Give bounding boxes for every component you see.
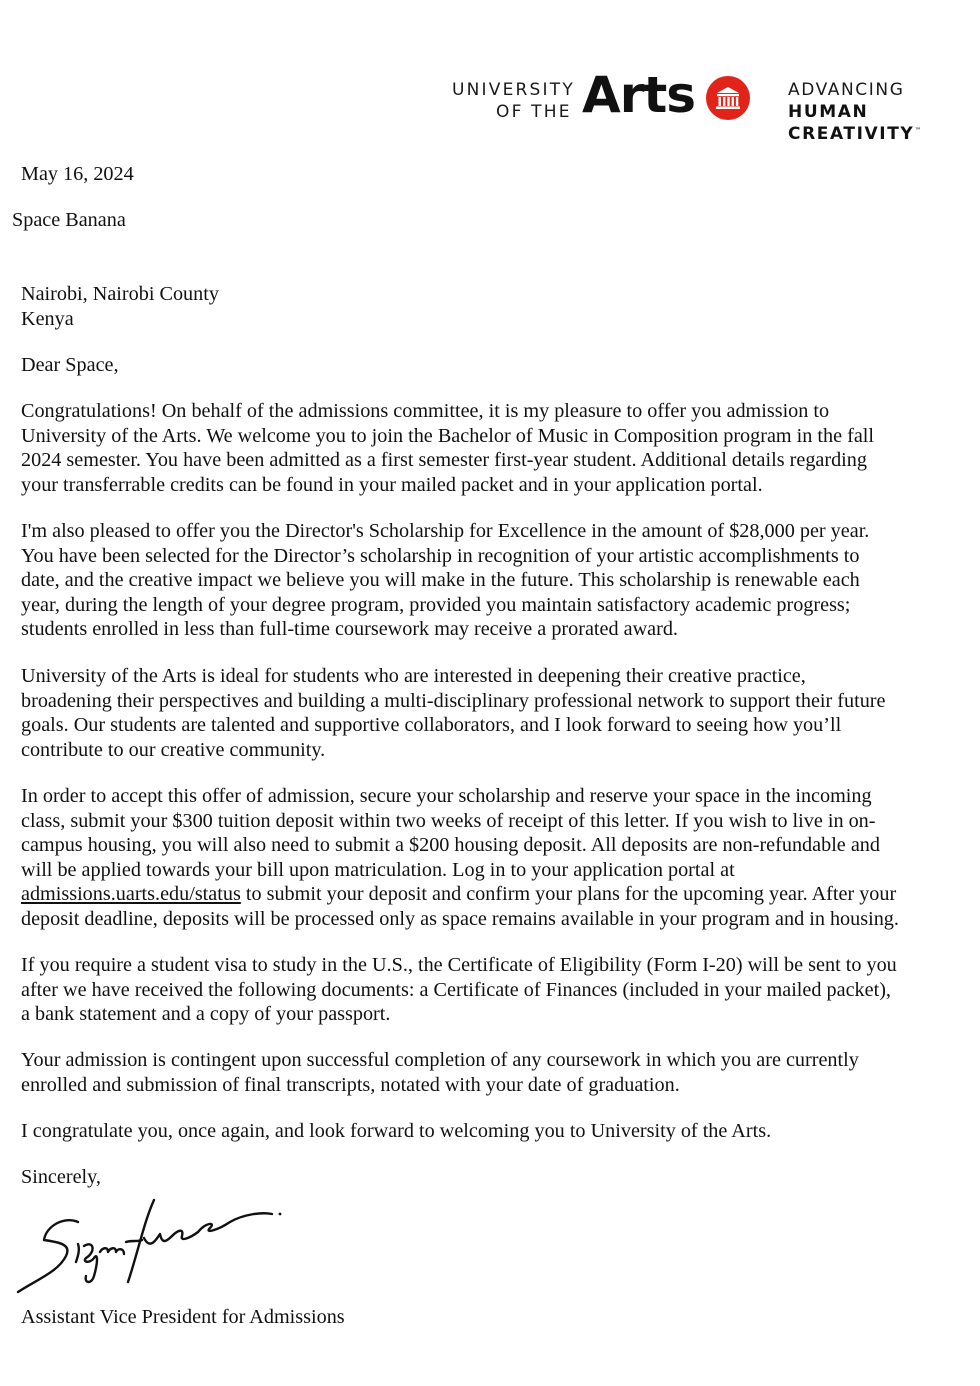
handwritten-signature [14, 1192, 284, 1302]
paragraph-line: contribute to our creative community. [21, 738, 326, 761]
logo-tagline-human: HUMAN [788, 102, 869, 122]
paragraph-deposit-instructions [21, 784, 957, 932]
university-logo [452, 66, 932, 146]
building-seal-icon [706, 76, 750, 120]
paragraph-line: You have been selected for the Director’s scholarship in recognition of your artistic accomplishments to [21, 544, 860, 567]
logo-university-text: UNIVERSITY [452, 80, 575, 100]
paragraph-line: your transferrable credits can be found in your mailed packet and in your application portal. [21, 473, 763, 496]
paragraph-student-visa [21, 953, 957, 1027]
paragraph-line: I'm also pleased to offer you the Director's Scholarship for Excellence in the amount of $28,000 per year. [21, 520, 870, 542]
paragraph-line: If you require a student visa to study in the U.S., the Certificate of Eligibility (Form I-20) will be sent to you [21, 954, 897, 976]
paragraph-line: Congratulations! On behalf of the admissions committee, it is my pleasure to offer you admission to [21, 400, 830, 422]
paragraph-line: after we have received the following documents: a Certificate of Finances (included in your mailed packet), [21, 978, 891, 1001]
logo-tagline-advancing: ADVANCING [788, 80, 905, 100]
paragraph-line: class, submit your $300 tuition deposit within two weeks of receipt of this letter. If you wish to live in on- [21, 809, 876, 832]
paragraph-line: campus housing, you will also need to submit a $200 housing deposit. All deposits are non-refundable and [21, 834, 880, 857]
salutation [21, 353, 119, 378]
recipient-last-name: Banana [65, 209, 126, 231]
letter-date: May 16, 2024 [21, 163, 134, 185]
logo-of-the-text: OF THE [496, 102, 572, 122]
paragraph-line: admissions.uarts.edu/status to submit your deposit and confirm your plans for the upcoming year. After your [21, 883, 897, 906]
paragraph-line: University of the Arts is ideal for students who are interested in deepening their creative practice, [21, 665, 806, 687]
recipient-first-name: Space [12, 209, 61, 231]
signer-title: Assistant Vice President for Admissions [21, 1306, 345, 1328]
paragraph-line: enrolled and submission of final transcripts, notated with your date of graduation. [21, 1073, 680, 1096]
paragraph-line: In order to accept this offer of admission, secure your scholarship and reserve your space in the incoming [21, 785, 872, 807]
logo-tagline-creativity: CREATIVITY™ [788, 124, 923, 144]
paragraph-line: date, and the creative impact we believe you will make in the future. This scholarship is renewable each [21, 569, 860, 592]
paragraph-congratulate: I congratulate you, once again, and look forward to welcoming you to University of the Arts. [21, 1120, 772, 1142]
recipient-city: Nairobi, Nairobi County [21, 283, 219, 305]
paragraph-line: Your admission is contingent upon successful completion of any coursework in which you are currently [21, 1049, 859, 1071]
paragraph-about-university [21, 664, 957, 762]
paragraph-scholarship [21, 519, 957, 642]
paragraph-line: goals. Our students are talented and supportive collaborators, and I look forward to seeing how you’ll [21, 714, 842, 737]
paragraph-line: deposit deadline, deposits will be processed only as space remains available in your program and in housing. [21, 907, 899, 930]
paragraph-line: University of the Arts. We welcome you to join the Bachelor of Music in Composition program in the fall [21, 424, 875, 447]
recipient-country: Kenya [21, 308, 74, 330]
paragraph-line: 2024 semester. You have been admitted as a first semester first-year student. Additional details regarding [21, 449, 867, 472]
application-portal-link[interactable]: admissions.uarts.edu/status [21, 883, 241, 906]
paragraph-line: broadening their perspectives and building a multi-disciplinary professional network to support their future [21, 689, 886, 712]
salutation-name: Space, [65, 354, 119, 376]
recipient-name [12, 208, 126, 233]
paragraph-line: year, during the length of your degree program, provided you maintain satisfactory academic progress; [21, 593, 851, 616]
logo-arts-wordmark: Arts [582, 66, 696, 124]
paragraph-line: a bank statement and a copy of your passport. [21, 1003, 391, 1026]
paragraph-contingency [21, 1048, 957, 1097]
salutation-prefix: Dear [21, 354, 61, 376]
paragraph-line: will be applied towards your bill upon matriculation. Log in to your application portal at [21, 858, 735, 881]
closing: Sincerely, [21, 1166, 101, 1188]
paragraph-line: students enrolled in less than full-time coursework may receive a prorated award. [21, 618, 678, 641]
paragraph-admission-offer [21, 399, 957, 497]
